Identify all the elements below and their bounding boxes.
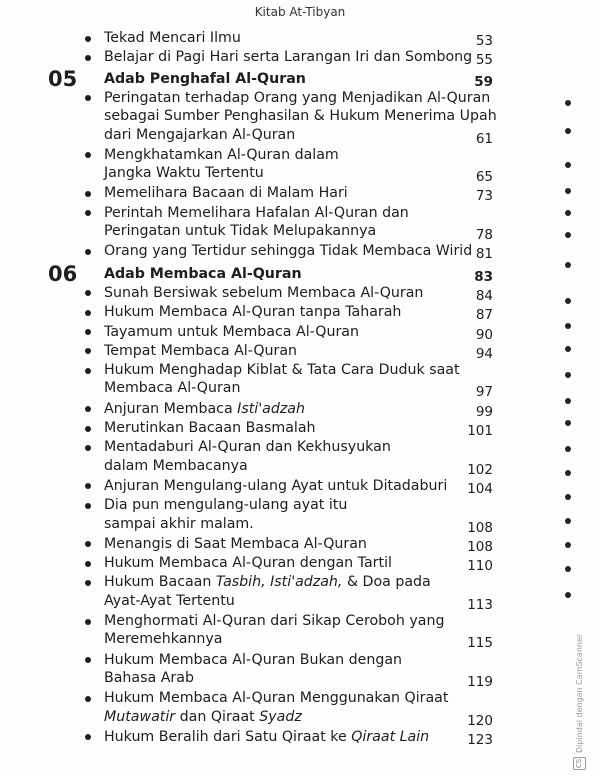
bullet-icon — [85, 36, 91, 42]
bullet-icon — [85, 657, 91, 663]
toc-entry-text: Mengkhatamkan Al-Quran dalam — [104, 146, 339, 163]
toc-entry-page: 55 — [475, 52, 493, 69]
toc-entry-page: 61 — [475, 130, 493, 147]
toc-entry-text: Hukum Membaca Al-Quran tanpa Taharah — [104, 304, 402, 321]
toc-entry-text: dari Mengajarkan Al-Quran — [104, 126, 296, 143]
bullet-icon — [85, 503, 91, 509]
toc-entry-page: 119 — [467, 673, 493, 690]
edge-dot-icon — [565, 592, 571, 598]
bullet-icon — [85, 55, 91, 61]
toc-entry-page: 87 — [475, 307, 493, 324]
toc-entry-page: 101 — [467, 423, 493, 439]
edge-dot-icon — [565, 346, 571, 352]
toc-entry-page: 65 — [475, 169, 493, 186]
bullet-icon — [85, 290, 91, 296]
scanner-watermark-text: Dipindai dengan CamScanner — [574, 633, 584, 753]
edge-dot-icon — [565, 446, 571, 452]
toc-entry-text: Hukum Membaca Al-Quran Menggunakan Qiraat — [104, 690, 449, 707]
edge-dot-icon — [565, 372, 571, 378]
edge-dot-icon — [565, 232, 571, 238]
bullet-icon — [85, 329, 91, 335]
toc-entry-page: 73 — [475, 188, 493, 205]
toc-entry-text: Hukum Menghadap Kiblat & Tata Cara Duduk saat — [104, 362, 460, 379]
edge-dot-icon — [565, 420, 571, 426]
scanner-watermark — [571, 600, 587, 770]
toc-entry-text: Peringatan untuk Tidak Melupakannya — [104, 223, 377, 239]
toc-entry-page: 99 — [475, 403, 493, 420]
chapter-number: 06 — [48, 261, 78, 286]
toc-entry-page: 84 — [475, 287, 493, 304]
toc-entry-page: 113 — [467, 596, 493, 613]
toc-entry-text: Perintah Memelihara Hafalan Al-Quran dan — [104, 204, 409, 221]
toc-entry-page: 110 — [467, 558, 493, 575]
toc-entry-page: 53 — [475, 33, 493, 49]
edge-dot-icon — [565, 542, 571, 548]
edge-dot-icon — [565, 188, 571, 194]
toc-entry-text: Dia pun mengulang-ulang ayat itu — [104, 497, 348, 514]
toc-entry-text: Anjuran Mengulang-ulang Ayat untuk Ditadaburi — [104, 477, 448, 494]
bullet-icon — [85, 734, 91, 740]
chapter-page: 83 — [474, 268, 493, 285]
edge-dot-icon — [565, 494, 571, 500]
toc-entry-text: Menghormati Al-Quran dari Sikap Ceroboh yang — [104, 613, 445, 629]
toc-entry-page: 120 — [467, 712, 493, 729]
chapter-number: 05 — [48, 66, 78, 91]
bullet-icon — [85, 696, 91, 702]
table-of-contents — [0, 30, 600, 776]
chapter-title: Adab Membaca Al-Quran — [104, 265, 302, 282]
toc-entry-text: Mutawatir dan Qiraat Syadz — [104, 708, 302, 725]
toc-entry-text: Sunah Bersiwak sebelum Membaca Al-Quran — [104, 284, 424, 301]
toc-entry-text: Peringatan terhadap Orang yang Menjadikan Al-Quran — [104, 89, 491, 106]
toc-entry-text: Hukum Beralih dari Satu Qiraat ke Qiraat Lain — [104, 728, 430, 745]
chapter-title: Adab Penghafal Al-Quran — [104, 70, 306, 87]
bullet-icon — [85, 406, 91, 412]
chapter-page: 59 — [474, 73, 493, 90]
toc-entry-text: Jangka Waktu Tertentu — [104, 165, 264, 182]
bullet-icon — [85, 191, 91, 197]
toc-entry-page: 81 — [475, 246, 493, 263]
toc-entry-text: Ayat-Ayat Tertentu — [104, 592, 235, 609]
bullet-icon — [85, 541, 91, 547]
toc-entry-text: Meremehkannya — [104, 631, 223, 648]
edge-dot-icon — [565, 100, 571, 106]
edge-dot-icon — [565, 162, 571, 168]
bullet-icon — [85, 310, 91, 316]
toc-entry-text: Anjuran Membaca Isti'adzah — [104, 400, 305, 417]
bullet-icon — [85, 426, 91, 432]
bullet-icon — [85, 368, 91, 374]
toc-entry-page: 104 — [467, 480, 493, 497]
toc-entry-page: 108 — [467, 519, 493, 536]
toc-entry-text: sampai akhir malam. — [104, 515, 254, 532]
toc-entry-text: Belajar di Pagi Hari serta Larangan Iri dan Sombong — [104, 49, 473, 66]
bullet-icon — [85, 249, 91, 255]
toc-entry-text: Menangis di Saat Membaca Al-Quran — [104, 535, 367, 552]
edge-dot-icon — [565, 398, 571, 404]
edge-dot-icon — [565, 298, 571, 304]
edge-dot-icon — [565, 128, 571, 134]
toc-entry-page: 78 — [475, 227, 493, 243]
edge-dot-icon — [565, 518, 571, 524]
toc-entry-text: Hukum Bacaan Tasbih, Isti'adzah, & Doa pada — [104, 574, 431, 591]
edge-dot-icon — [565, 262, 571, 268]
edge-dot-icon — [565, 470, 571, 476]
toc-entry-page: 102 — [467, 461, 493, 478]
bullet-icon — [85, 95, 91, 101]
toc-entry-text: dalam Membacanya — [104, 457, 248, 474]
toc-entry-text: Tempat Membaca Al-Quran — [104, 342, 298, 359]
toc-entry-text: Tekad Mencari Ilmu — [104, 30, 241, 46]
toc-entry-text: Membaca Al-Quran — [104, 380, 241, 397]
edge-dot-icon — [565, 210, 571, 216]
bullet-icon — [85, 619, 91, 625]
toc-entry-page: 94 — [475, 345, 493, 362]
camscanner-logo-icon: CS — [573, 757, 586, 770]
toc-entry-text: Mentadaburi Al-Quran dan Kekhusyukan — [104, 439, 391, 456]
toc-entry-page: 90 — [475, 326, 493, 343]
bullet-icon — [85, 348, 91, 354]
running-header: Kitab At-Tibyan — [254, 5, 346, 19]
toc-entry-text: Tayamum untuk Membaca Al-Quran — [104, 323, 359, 340]
toc-entry-page: 123 — [467, 731, 493, 748]
toc-entry-text: Hukum Membaca Al-Quran Bukan dengan — [104, 651, 403, 668]
toc-entry-page: 108 — [467, 538, 493, 555]
toc-entry-text: Memelihara Bacaan di Malam Hari — [104, 185, 348, 202]
toc-entry-page: 115 — [467, 635, 493, 652]
edge-dot-icon — [565, 566, 571, 572]
edge-dot-icon — [565, 323, 571, 329]
bullet-icon — [85, 561, 91, 567]
toc-entry-text: sebagai Sumber Penghasilan & Hukum Menerima Upah — [104, 108, 497, 125]
toc-entry-text: Bahasa Arab — [104, 669, 194, 686]
bullet-icon — [85, 445, 91, 451]
bullet-icon — [85, 483, 91, 489]
toc-entry-text: Merutinkan Bacaan Basmalah — [104, 420, 316, 436]
bullet-icon — [85, 580, 91, 586]
toc-entry-page: 97 — [475, 384, 493, 401]
bullet-icon — [85, 210, 91, 216]
bullet-icon — [85, 152, 91, 158]
toc-entry-text: Hukum Membaca Al-Quran dengan Tartil — [104, 555, 392, 572]
toc-entry-text: Orang yang Tertidur sehingga Tidak Membaca Wirid — [104, 243, 473, 260]
